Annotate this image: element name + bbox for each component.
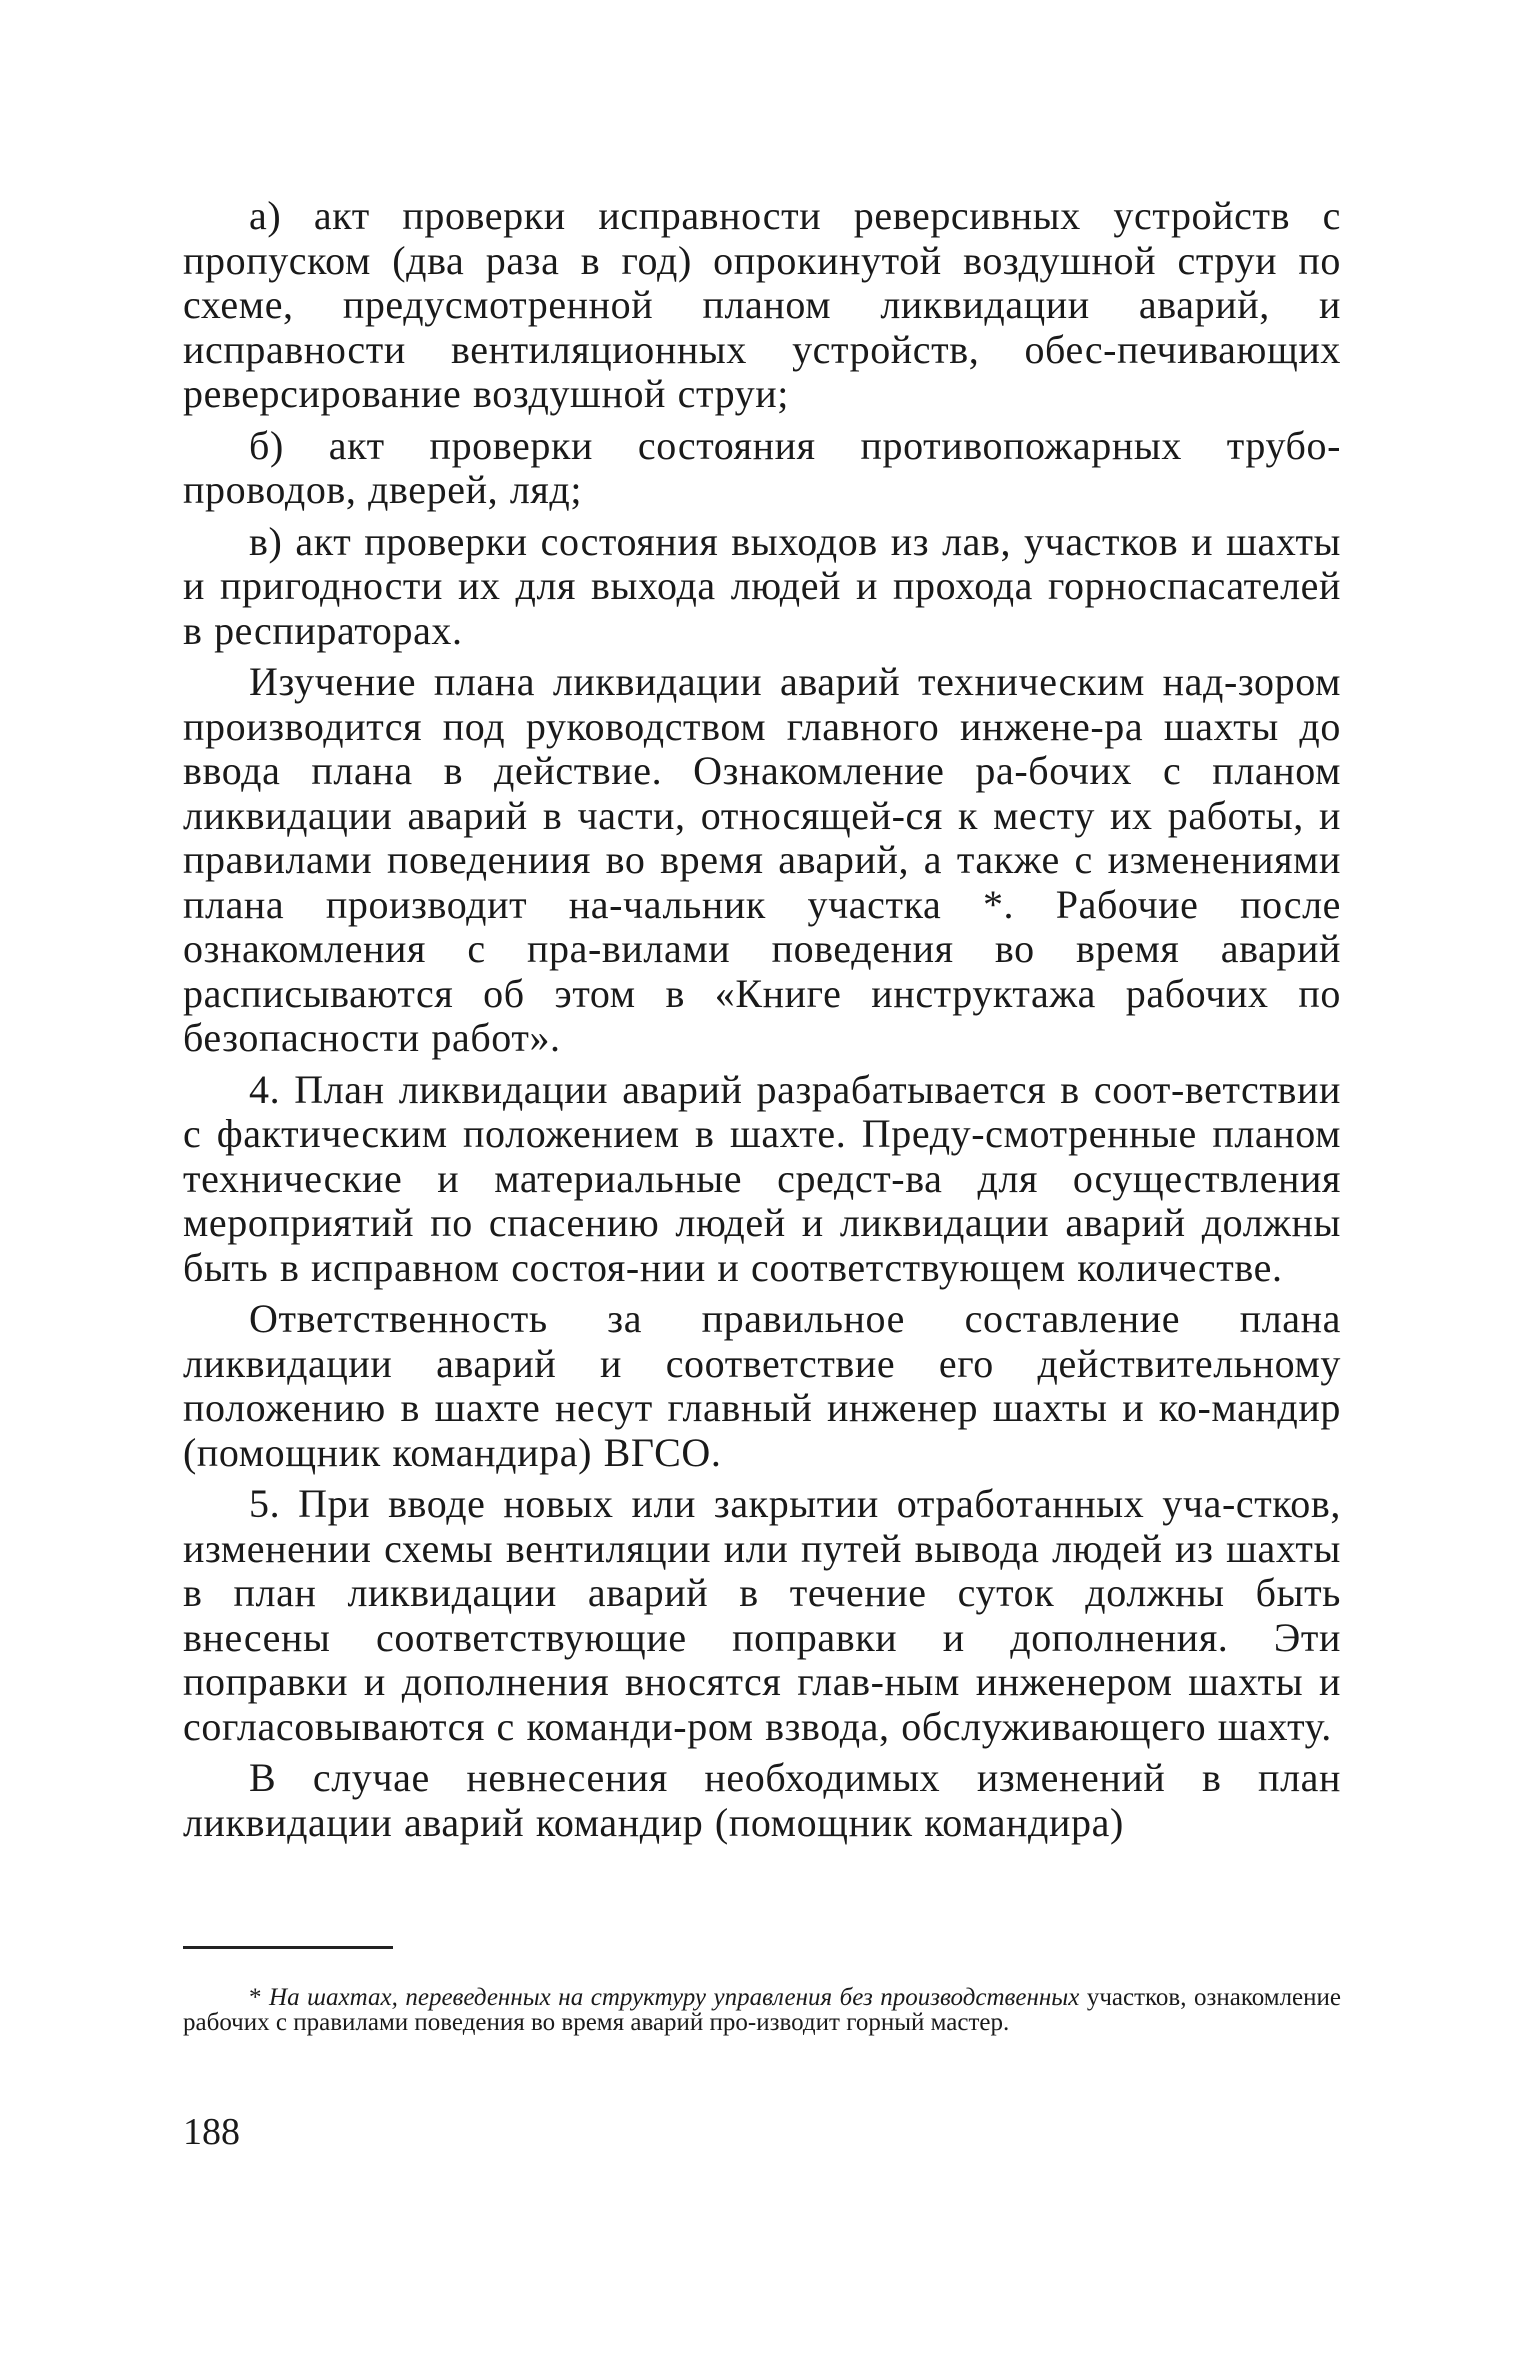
page-number: 188 — [183, 2111, 240, 2153]
paragraph-responsibility: Ответственность за правильное составление плана ликвидации аварий и соответствие его действительному положению в шахте несут главный инженер шахты и ко-мандир (помощник командира) ВГСО. — [183, 1296, 1341, 1475]
paragraph-section-5: 5. При вводе новых или закрытии отработанных уча-стков, изменении схемы вентиляции или путей вывода людей из шахты в план ликвидации аварий в течение суток должны быть внесены соответствующие поправки и дополнения. Эти поправки и дополнения вносятся глав-ным инженером шахты и согласовываются с команди-ром взвода, обслуживающего шахту. — [183, 1481, 1341, 1749]
paragraph-item-a: а) акт проверки исправности реверсивных устройств с пропуском (два раза в год) опрокинутой воздушной струи по схеме, предусмотренной планом ликвидации аварий, и исправности вентиляционных устройств, обес-печивающих реверсирование воздушной струи; — [183, 193, 1341, 416]
footnote-italic-text: На шахтах, переведенных на структуру управления без производственных — [269, 1984, 1080, 2011]
footnote-divider — [183, 1946, 393, 1949]
footnote — [183, 1985, 1341, 2035]
paragraph-item-b: б) акт проверки состояния противопожарных трубо-проводов, дверей, ляд; — [183, 422, 1341, 512]
paragraph-study-plan: Изучение плана ликвидации аварий техническим над-зором производится под руководством главного инжене-ра шахты до ввода плана в действие. Ознакомление ра-бочих с планом ликвидации аварий в части, относящей-ся к месту их работы, и правилами поведениия во время аварий, а также с изменениями плана производит на-чальник участка *. Рабочие после ознакомления с пра-вилами поведения во время аварий расписываются об этом в «Книге инструктажа рабочих по безопасности работ». — [183, 659, 1341, 1060]
body-text — [183, 194, 1341, 1852]
paragraph-item-v: в) акт проверки состояния выходов из лав, участков и шахты и пригодности их для выхода людей и прохода горноспасателей в респираторах. — [183, 518, 1341, 653]
paragraph-nonamendment: В случае невнесения необходимых изменений в план ликвидации аварий командир (помощник командира) — [183, 1755, 1341, 1845]
paragraph-section-4: 4. План ликвидации аварий разрабатывается в соот-ветствии с фактическим положением в шахте. Преду-смотренные планом технические и материальные средст-ва для осуществления мероприятий по спасению людей и ликвидации аварий должны быть в исправном состоя-нии и соответствующем количестве. — [183, 1066, 1341, 1290]
footnote-text: участков, ознакомление рабочих с правилами поведения во время аварий про-изводит горный мастер. — [183, 1984, 1342, 2036]
footnote-marker: * — [249, 1984, 270, 2011]
